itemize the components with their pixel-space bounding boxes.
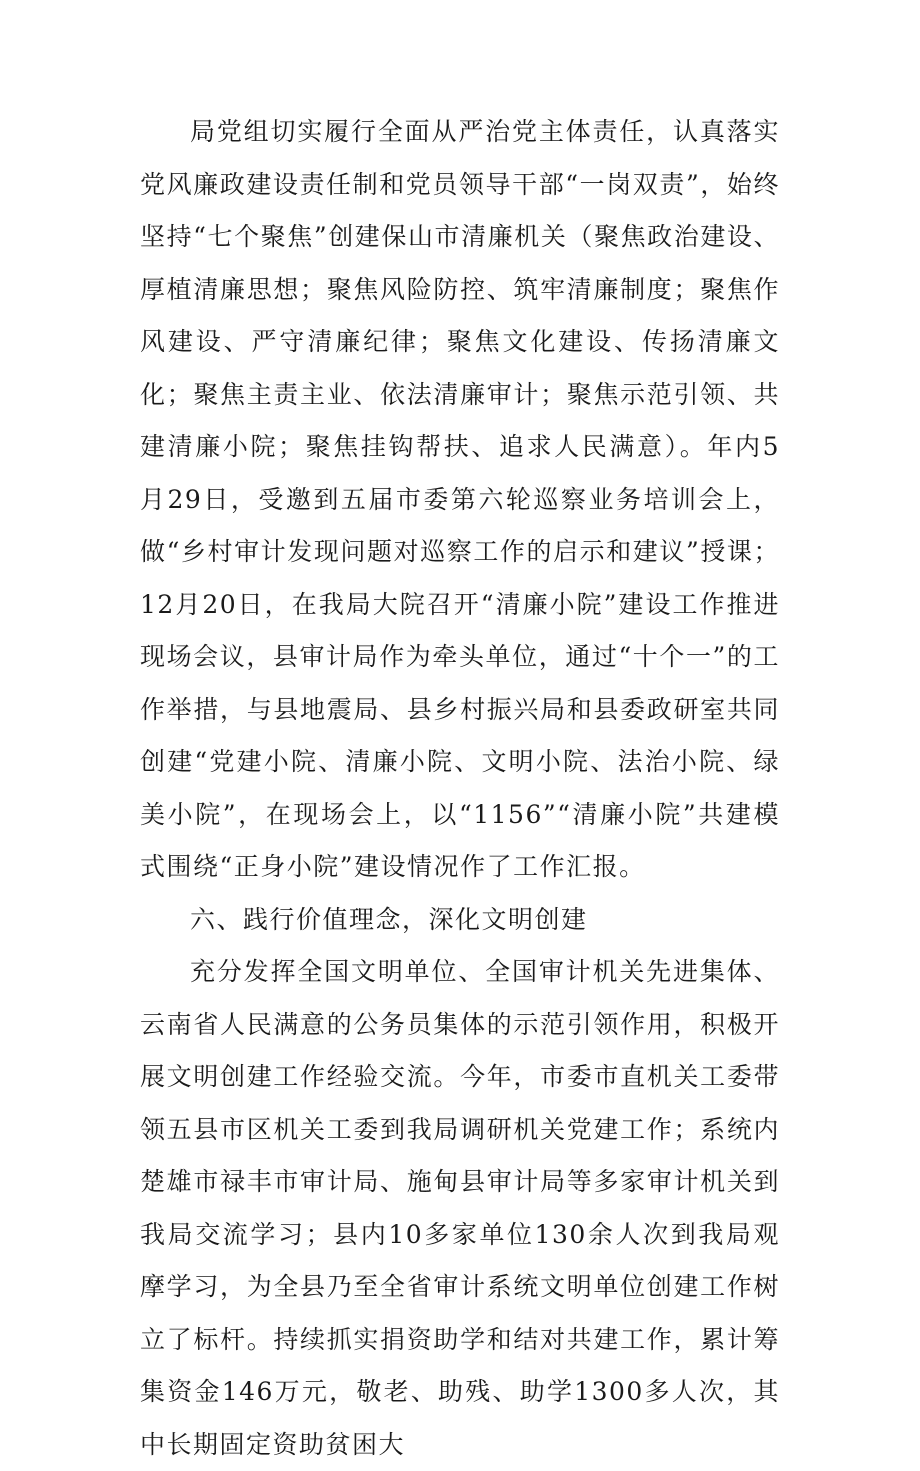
paragraph-clean-government: 局党组切实履行全面从严治党主体责任，认真落实党风廉政建设责任制和党员领导干部“一岗双责”，始终坚持“七个聚焦”创建保山市清廉机关（聚焦政治建设、厚植清廉思想；聚焦风险防控、筑牢清廉制度；聚焦作风建设、严守清廉纪律；聚焦文化建设、传扬清廉文化；聚焦主责主业、依法清廉审计；聚焦示范引领、共建清廉小院；聚焦挂钩帮扶、追求人民满意）。年内5月29日，受邀到五届市委第六轮巡察业务培训会上，做“乡村审计发现问题对巡察工作的启示和建议”授课；12月20日，在我局大院召开“清廉小院”建设工作推进现场会议，县审计局作为牵头单位，通过“十个一”的工作举措，与县地震局、县乡村振兴局和县委政研室共同创建“党建小院、清廉小院、文明小院、法治小院、绿美小院”，在现场会上，以“1156”“清廉小院”共建模式围绕“正身小院”建设情况作了工作汇报。 — [140, 117, 780, 881]
paragraph-civilization-building: 充分发挥全国文明单位、全国审计机关先进集体、云南省人民满意的公务员集体的示范引领作用，积极开展文明创建工作经验交流。今年，市委市直机关工委带领五县市区机关工委到我局调研机关党建工作；系统内楚雄市禄丰市审计局、施甸县审计局等多家审计机关到我局交流学习；县内10多家单位130余人次到我局观摩学习，为全县乃至全省审计系统文明单位创建工作树立了标杆。持续抓实捐资助学和结对共建工作，累计筹集资金146万元，敬老、助残、助学1300多人次，其中长期固定资助贫困大 — [140, 957, 780, 1459]
section-heading-six: 六、践行价值理念，深化文明创建 — [190, 904, 588, 934]
document-body — [140, 106, 780, 1471]
